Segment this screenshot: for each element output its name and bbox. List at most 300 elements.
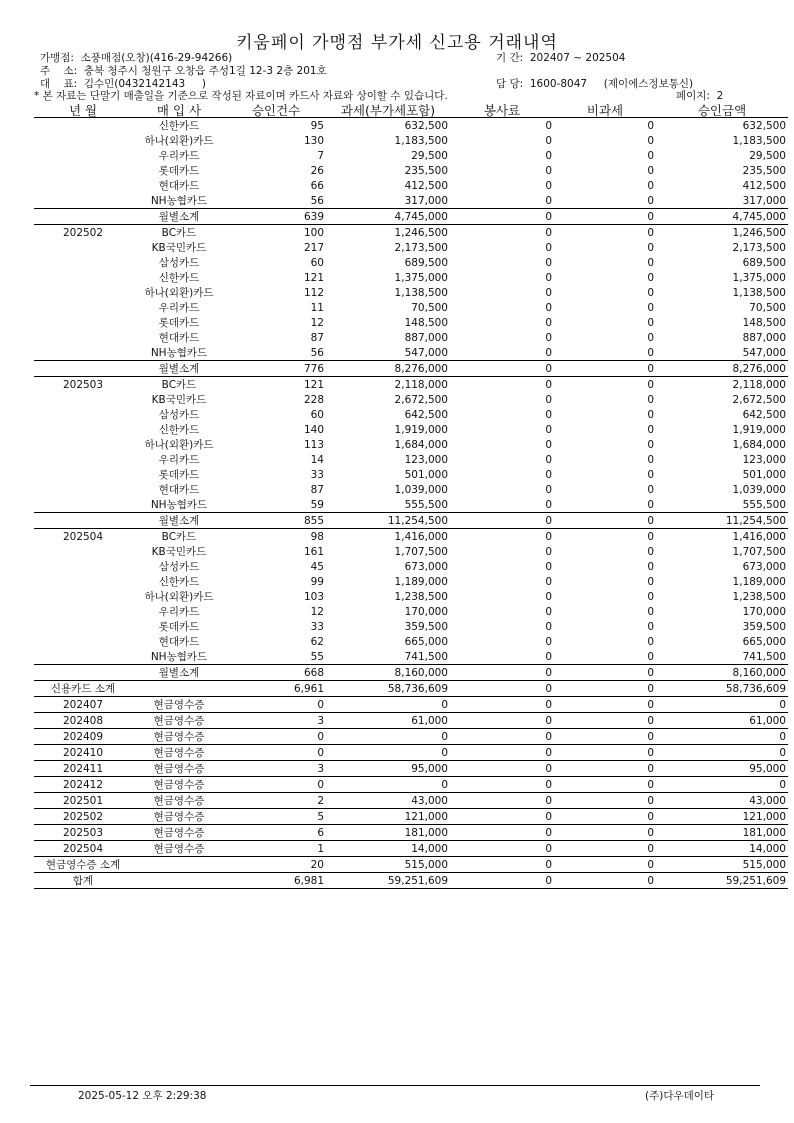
service-charge-cell: 0: [545, 286, 552, 299]
count-cell: 60: [310, 408, 324, 421]
acquirer-cell: KB국민카드: [151, 545, 207, 558]
taxable-cell: 1,919,000: [394, 423, 448, 436]
table-row: [34, 240, 788, 255]
count-cell: 1: [226, 841, 326, 857]
service-charge-cell: 0: [450, 745, 554, 761]
taxable-cell: 1,707,500: [394, 545, 448, 558]
acquirer-cell: 현금영수증: [132, 809, 226, 825]
service-charge-cell: 0: [545, 620, 552, 633]
count-cell: 855: [226, 513, 326, 529]
table-row: [34, 793, 788, 809]
count-cell: 33: [310, 468, 324, 481]
count-cell: 95: [310, 119, 324, 132]
taxable-cell: 121,000: [326, 809, 450, 825]
representative-info: 대 표: 김수민(0432142143 ): [40, 78, 206, 90]
count-cell: 130: [303, 134, 324, 147]
service-charge-cell: 0: [545, 438, 552, 451]
year-month-cell: [34, 559, 132, 574]
count-cell: 776: [226, 361, 326, 377]
acquirer-cell: 삼성카드: [158, 560, 200, 573]
service-charge-cell: 0: [545, 346, 552, 359]
count-cell: 639: [226, 209, 326, 225]
taxable-cell: 741,500: [404, 650, 448, 663]
acquirer-cell: KB국민카드: [151, 241, 207, 254]
year-month-cell: [34, 118, 132, 134]
count-cell: 0: [226, 729, 326, 745]
taxable-cell: 0: [326, 729, 450, 745]
year-month-cell: [34, 634, 132, 649]
approved-amount-cell: 317,000: [742, 194, 786, 207]
taxable-cell: 1,039,000: [394, 483, 448, 496]
count-cell: 6,981: [226, 873, 326, 889]
year-month-cell: [34, 163, 132, 178]
nontaxable-cell: 0: [647, 453, 654, 466]
year-month-cell: 202502: [62, 226, 104, 239]
taxable-cell: 359,500: [404, 620, 448, 633]
taxable-cell: 1,183,500: [394, 134, 448, 147]
nontaxable-cell: 0: [647, 331, 654, 344]
taxable-cell: 1,138,500: [394, 286, 448, 299]
taxable-cell: 11,254,500: [326, 513, 450, 529]
approved-amount-cell: 1,416,000: [732, 530, 786, 543]
approved-amount-cell: 1,039,000: [732, 483, 786, 496]
table-row: [34, 407, 788, 422]
approved-amount-cell: 0: [656, 729, 788, 745]
count-cell: 56: [310, 346, 324, 359]
acquirer-cell: 현금영수증: [132, 825, 226, 841]
table-row: [34, 604, 788, 619]
nontaxable-cell: 0: [554, 873, 656, 889]
year-month-cell: 202504: [62, 530, 104, 543]
nontaxable-cell: 0: [554, 713, 656, 729]
year-month-cell: [34, 452, 132, 467]
year-month-cell: 현금영수증 소계: [34, 857, 132, 873]
nontaxable-cell: 0: [554, 681, 656, 697]
taxable-cell: 95,000: [326, 761, 450, 777]
approved-amount-cell: 0: [656, 777, 788, 793]
year-month-cell: [34, 649, 132, 665]
service-charge-cell: 0: [450, 209, 554, 225]
service-charge-cell: 0: [545, 134, 552, 147]
taxable-cell: 123,000: [404, 453, 448, 466]
table-row: [34, 377, 788, 393]
nontaxable-cell: 0: [647, 438, 654, 451]
acquirer-cell: 하나(외환)카드: [144, 438, 214, 451]
approved-amount-cell: 501,000: [742, 468, 786, 481]
service-charge-cell: 0: [545, 301, 552, 314]
year-month-cell: [34, 255, 132, 270]
approved-amount-cell: 1,189,000: [732, 575, 786, 588]
count-cell: 121: [303, 378, 324, 391]
service-charge-cell: 0: [450, 697, 554, 713]
service-charge-cell: 0: [545, 575, 552, 588]
year-month-cell: 202408: [34, 713, 132, 729]
approved-amount-cell: 1,707,500: [732, 545, 786, 558]
period-info: 기 간: 202407 ~ 202504: [496, 52, 626, 64]
taxable-cell: 501,000: [404, 468, 448, 481]
service-charge-cell: 0: [545, 408, 552, 421]
merchant-info: 가맹점: 소풍매점(오창)(416-29-94266): [40, 52, 233, 64]
approved-amount-cell: 8,160,000: [656, 665, 788, 681]
service-charge-cell: 0: [545, 635, 552, 648]
approved-amount-cell: 359,500: [742, 620, 786, 633]
approved-amount-cell: 1,183,500: [732, 134, 786, 147]
nontaxable-cell: 0: [647, 179, 654, 192]
acquirer-cell: 현금영수증: [132, 841, 226, 857]
service-charge-cell: 0: [545, 423, 552, 436]
approved-amount-cell: 2,118,000: [732, 378, 786, 391]
table-row: [34, 697, 788, 713]
approved-amount-cell: 235,500: [742, 164, 786, 177]
year-month-cell: [34, 513, 132, 529]
taxable-cell: 1,246,500: [394, 226, 448, 239]
approved-amount-cell: 412,500: [742, 179, 786, 192]
page-number: 페이지: 2: [676, 90, 724, 102]
approved-amount-cell: 1,684,000: [732, 438, 786, 451]
nontaxable-cell: 0: [554, 513, 656, 529]
table-row: [34, 330, 788, 345]
approved-amount-cell: 2,672,500: [732, 393, 786, 406]
acquirer-cell: NH농협카드: [150, 346, 208, 359]
table-row: [34, 422, 788, 437]
table-row: [34, 315, 788, 330]
taxable-cell: 632,500: [404, 119, 448, 132]
service-charge-cell: 0: [545, 530, 552, 543]
acquirer-cell: 우리카드: [158, 605, 200, 618]
year-month-cell: [34, 619, 132, 634]
approved-amount-cell: 741,500: [742, 650, 786, 663]
nontaxable-cell: 0: [647, 560, 654, 573]
approved-amount-cell: 70,500: [749, 301, 786, 314]
table-row: [34, 148, 788, 163]
table-row: [34, 345, 788, 361]
table-row: [34, 634, 788, 649]
service-charge-cell: 0: [545, 498, 552, 511]
taxable-cell: 665,000: [404, 635, 448, 648]
nontaxable-cell: 0: [554, 857, 656, 873]
taxable-cell: 148,500: [404, 316, 448, 329]
service-charge-cell: 0: [545, 605, 552, 618]
taxable-cell: 0: [326, 697, 450, 713]
year-month-cell: [34, 497, 132, 513]
acquirer-cell: 삼성카드: [158, 408, 200, 421]
nontaxable-cell: 0: [647, 346, 654, 359]
taxable-cell: 29,500: [411, 149, 448, 162]
approved-amount-cell: 2,173,500: [732, 241, 786, 254]
disclaimer-note: * 본 자료는 단말기 매출일을 기준으로 작성된 자료이며 카드사 자료와 상이할 수 있습니다.: [34, 90, 448, 102]
taxable-cell: 1,416,000: [394, 530, 448, 543]
table-row: [34, 809, 788, 825]
count-cell: 56: [310, 194, 324, 207]
table-row: [34, 619, 788, 634]
approved-amount-cell: 1,138,500: [732, 286, 786, 299]
count-cell: 99: [310, 575, 324, 588]
acquirer-cell: 신한카드: [158, 271, 200, 284]
service-charge-cell: 0: [545, 271, 552, 284]
taxable-cell: 8,276,000: [326, 361, 450, 377]
year-month-cell: 202412: [34, 777, 132, 793]
taxable-cell: 689,500: [404, 256, 448, 269]
table-row: [34, 118, 788, 134]
taxable-cell: 515,000: [326, 857, 450, 873]
table-row: [34, 649, 788, 665]
service-charge-cell: 0: [545, 545, 552, 558]
service-charge-cell: 0: [450, 681, 554, 697]
service-charge-cell: 0: [450, 873, 554, 889]
nontaxable-cell: 0: [554, 825, 656, 841]
table-row: [34, 225, 788, 241]
acquirer-cell: 현금영수증: [132, 777, 226, 793]
transaction-table: [34, 103, 788, 889]
year-month-cell: 202502: [34, 809, 132, 825]
service-charge-cell: 0: [545, 226, 552, 239]
count-cell: 161: [303, 545, 324, 558]
approved-amount-cell: 515,000: [656, 857, 788, 873]
table-row: [34, 529, 788, 545]
nontaxable-cell: 0: [554, 361, 656, 377]
year-month-cell: [34, 133, 132, 148]
nontaxable-cell: 0: [647, 393, 654, 406]
year-month-cell: [34, 665, 132, 681]
acquirer-cell: 삼성카드: [158, 256, 200, 269]
taxable-cell: 0: [326, 745, 450, 761]
header-approved-amount: 승인금액: [656, 103, 788, 118]
count-cell: 14: [310, 453, 324, 466]
subtotal-row: [34, 361, 788, 377]
count-cell: 140: [303, 423, 324, 436]
acquirer-cell: 현대카드: [158, 331, 200, 344]
acquirer-cell: 롯데카드: [158, 316, 200, 329]
count-cell: 2: [226, 793, 326, 809]
footer-divider: [30, 1085, 760, 1086]
count-cell: 6,961: [226, 681, 326, 697]
acquirer-cell: 신한카드: [158, 423, 200, 436]
count-cell: 12: [310, 605, 324, 618]
year-month-cell: [34, 148, 132, 163]
year-month-cell: [34, 300, 132, 315]
taxable-cell: 61,000: [326, 713, 450, 729]
nontaxable-cell: 0: [647, 423, 654, 436]
nontaxable-cell: 0: [647, 408, 654, 421]
nontaxable-cell: 0: [647, 119, 654, 132]
taxable-cell: 1,375,000: [394, 271, 448, 284]
service-charge-cell: 0: [450, 809, 554, 825]
taxable-cell: 555,500: [404, 498, 448, 511]
taxable-cell: 59,251,609: [326, 873, 450, 889]
acquirer-cell: 현금영수증: [132, 697, 226, 713]
nontaxable-cell: 0: [647, 590, 654, 603]
taxable-cell: 887,000: [404, 331, 448, 344]
approved-amount-cell: 673,000: [742, 560, 786, 573]
count-cell: 62: [310, 635, 324, 648]
count-cell: 0: [226, 745, 326, 761]
acquirer-cell: 현대카드: [158, 635, 200, 648]
service-charge-cell: 0: [450, 761, 554, 777]
count-cell: 121: [303, 271, 324, 284]
approved-amount-cell: 29,500: [749, 149, 786, 162]
nontaxable-cell: 0: [647, 483, 654, 496]
table-row: [34, 745, 788, 761]
service-charge-cell: 0: [545, 149, 552, 162]
service-charge-cell: 0: [450, 793, 554, 809]
taxable-cell: 8,160,000: [326, 665, 450, 681]
table-row: [34, 559, 788, 574]
taxable-cell: 673,000: [404, 560, 448, 573]
approved-amount-cell: 1,238,500: [732, 590, 786, 603]
acquirer-cell: [132, 681, 226, 697]
year-month-cell: [34, 209, 132, 225]
table-row: [34, 467, 788, 482]
year-month-cell: 202501: [34, 793, 132, 809]
nontaxable-cell: 0: [554, 809, 656, 825]
year-month-cell: [34, 392, 132, 407]
table-row: [34, 285, 788, 300]
nontaxable-cell: 0: [647, 530, 654, 543]
approved-amount-cell: 148,500: [742, 316, 786, 329]
count-cell: 217: [303, 241, 324, 254]
table-row: [34, 270, 788, 285]
table-row: [34, 482, 788, 497]
header-year-month: 년 월: [34, 103, 132, 118]
table-header: [34, 103, 788, 118]
count-cell: 228: [303, 393, 324, 406]
count-cell: 100: [303, 226, 324, 239]
year-month-cell: [34, 422, 132, 437]
acquirer-cell: 현대카드: [158, 179, 200, 192]
acquirer-cell: KB국민카드: [151, 393, 207, 406]
table-row: [34, 857, 788, 873]
count-cell: 45: [310, 560, 324, 573]
year-month-cell: [34, 467, 132, 482]
taxable-cell: 2,672,500: [394, 393, 448, 406]
acquirer-cell: 현금영수증: [132, 761, 226, 777]
count-cell: 3: [226, 761, 326, 777]
approved-amount-cell: 59,251,609: [656, 873, 788, 889]
header-acquirer: 매 입 사: [132, 103, 226, 118]
table-row: [34, 841, 788, 857]
taxable-cell: 2,118,000: [394, 378, 448, 391]
subtotal-row: [34, 513, 788, 529]
taxable-cell: 14,000: [326, 841, 450, 857]
taxable-cell: 317,000: [404, 194, 448, 207]
year-month-cell: [34, 240, 132, 255]
year-month-cell: [34, 285, 132, 300]
approved-amount-cell: 170,000: [742, 605, 786, 618]
nontaxable-cell: 0: [647, 149, 654, 162]
nontaxable-cell: 0: [647, 286, 654, 299]
service-charge-cell: 0: [450, 857, 554, 873]
nontaxable-cell: 0: [554, 697, 656, 713]
table-row: [34, 178, 788, 193]
header-nontaxable: 비과세: [554, 103, 656, 118]
count-cell: 0: [226, 697, 326, 713]
nontaxable-cell: 0: [647, 271, 654, 284]
service-charge-cell: 0: [545, 316, 552, 329]
acquirer-cell: 우리카드: [158, 301, 200, 314]
count-cell: 66: [310, 179, 324, 192]
service-charge-cell: 0: [545, 256, 552, 269]
approved-amount-cell: 0: [656, 745, 788, 761]
approved-amount-cell: 181,000: [656, 825, 788, 841]
approved-amount-cell: 1,246,500: [732, 226, 786, 239]
year-month-cell: 202410: [34, 745, 132, 761]
year-month-cell: 신용카드 소계: [34, 681, 132, 697]
count-cell: 112: [303, 286, 324, 299]
count-cell: 98: [310, 530, 324, 543]
nontaxable-cell: 0: [647, 164, 654, 177]
approved-amount-cell: 1,919,000: [732, 423, 786, 436]
acquirer-cell: 월별소계: [132, 513, 226, 529]
count-cell: 113: [303, 438, 324, 451]
taxable-cell: 1,189,000: [394, 575, 448, 588]
table-row: [34, 825, 788, 841]
year-month-cell: [34, 574, 132, 589]
nontaxable-cell: 0: [647, 378, 654, 391]
acquirer-cell: 월별소계: [132, 209, 226, 225]
taxable-cell: 2,173,500: [394, 241, 448, 254]
nontaxable-cell: 0: [647, 194, 654, 207]
count-cell: 6: [226, 825, 326, 841]
year-month-cell: [34, 345, 132, 361]
service-charge-cell: 0: [450, 361, 554, 377]
nontaxable-cell: 0: [647, 316, 654, 329]
year-month-cell: 합계: [34, 873, 132, 889]
service-charge-cell: 0: [545, 560, 552, 573]
acquirer-cell: 현금영수증: [132, 729, 226, 745]
service-charge-cell: 0: [545, 453, 552, 466]
total-row: [34, 873, 788, 889]
taxable-cell: 0: [326, 777, 450, 793]
acquirer-cell: 우리카드: [158, 453, 200, 466]
acquirer-cell: [132, 857, 226, 873]
acquirer-cell: 우리카드: [158, 149, 200, 162]
table-row: [34, 300, 788, 315]
approved-amount-cell: 555,500: [742, 498, 786, 511]
service-charge-cell: 0: [545, 164, 552, 177]
table-body: [34, 118, 788, 889]
count-cell: 3: [226, 713, 326, 729]
service-charge-cell: 0: [545, 650, 552, 663]
service-charge-cell: 0: [450, 513, 554, 529]
acquirer-cell: BC카드: [161, 226, 197, 239]
count-cell: 5: [226, 809, 326, 825]
taxable-cell: 170,000: [404, 605, 448, 618]
table-row: [34, 163, 788, 178]
table-row: [34, 497, 788, 513]
nontaxable-cell: 0: [647, 545, 654, 558]
count-cell: 60: [310, 256, 324, 269]
acquirer-cell: 롯데카드: [158, 468, 200, 481]
service-charge-cell: 0: [450, 665, 554, 681]
table-row: [34, 777, 788, 793]
year-month-cell: [34, 315, 132, 330]
nontaxable-cell: 0: [554, 665, 656, 681]
approved-amount-cell: 887,000: [742, 331, 786, 344]
table-row: [34, 761, 788, 777]
nontaxable-cell: 0: [554, 777, 656, 793]
year-month-cell: 202409: [34, 729, 132, 745]
nontaxable-cell: 0: [554, 793, 656, 809]
header-service-charge: 봉사료: [450, 103, 554, 118]
report-title: 키움페이 가맹점 부가세 신고용 거래내역: [236, 33, 558, 53]
count-cell: 87: [310, 483, 324, 496]
approved-amount-cell: 0: [656, 697, 788, 713]
year-month-cell: [34, 589, 132, 604]
nontaxable-cell: 0: [647, 498, 654, 511]
subtotal-row: [34, 665, 788, 681]
year-month-cell: [34, 604, 132, 619]
nontaxable-cell: 0: [647, 605, 654, 618]
